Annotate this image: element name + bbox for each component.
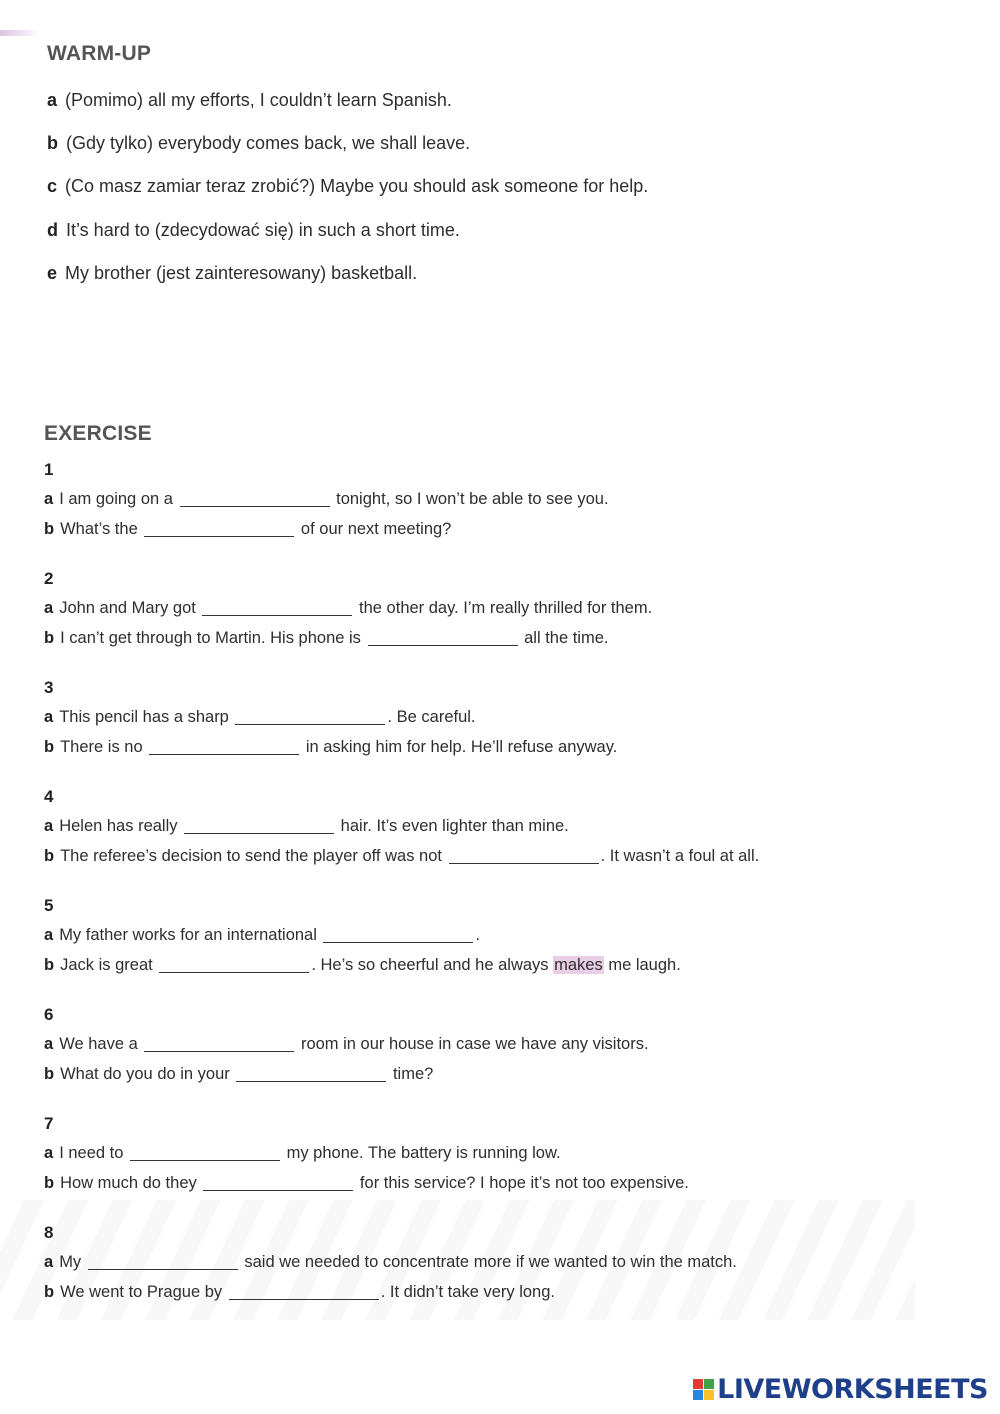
group-number: 5 — [44, 896, 54, 915]
logo-square — [704, 1379, 714, 1389]
logo-square — [693, 1390, 703, 1400]
sentence-2b — [44, 629, 608, 648]
warmup-item-c — [47, 176, 648, 197]
sentence-text-after: . It wasn’t a foul at all. — [600, 847, 760, 865]
sentence-letter: b — [44, 1174, 55, 1192]
answer-blank[interactable] — [236, 1080, 386, 1082]
item-text: (Co masz zamiar teraz zrobić?) Maybe you should ask someone for help. — [65, 176, 649, 196]
sentence-6b — [44, 1065, 433, 1084]
sentence-letter: b — [44, 629, 55, 647]
sentence-text-after: said we needed to concentrate more if we wanted to win the match. — [239, 1253, 737, 1271]
answer-blank[interactable] — [130, 1159, 280, 1161]
sentence-letter: a — [44, 599, 54, 617]
sentence-letter: b — [44, 520, 55, 538]
sentence-text-before: Helen has really — [59, 817, 178, 835]
sentence-6a — [44, 1035, 649, 1054]
warmup-item-d — [47, 220, 460, 241]
answer-blank[interactable] — [229, 1298, 379, 1300]
liveworksheets-logo[interactable] — [693, 1374, 988, 1405]
sentence-7a — [44, 1144, 561, 1163]
answer-blank[interactable] — [449, 862, 599, 864]
item-letter: b — [47, 133, 58, 153]
sentence-letter: a — [44, 1144, 54, 1162]
answer-blank[interactable] — [149, 753, 299, 755]
warmup-item-a — [47, 90, 452, 111]
item-letter: e — [47, 263, 58, 283]
answer-blank[interactable] — [202, 614, 352, 616]
sentence-text-before: John and Mary got — [59, 599, 196, 617]
item-letter: d — [47, 220, 58, 240]
sentence-text-tail: me laugh. — [603, 956, 681, 974]
sentence-7b — [44, 1174, 689, 1193]
group-number: 4 — [44, 787, 54, 806]
sentence-letter: a — [44, 926, 54, 944]
sentence-3b — [44, 738, 617, 757]
answer-blank[interactable] — [368, 644, 518, 646]
item-text: It’s hard to (zdecydować się) in such a short time. — [66, 220, 460, 240]
item-letter: c — [47, 176, 58, 196]
group-number: 8 — [44, 1223, 54, 1242]
group-number: 7 — [44, 1114, 54, 1133]
sentence-text-before: My — [59, 1253, 82, 1271]
answer-blank[interactable] — [144, 1050, 294, 1052]
sentence-letter: b — [44, 1065, 55, 1083]
sentence-text-after: tonight, so I won’t be able to see you. — [331, 490, 609, 508]
answer-blank[interactable] — [323, 941, 473, 943]
warmup-item-b — [47, 133, 470, 154]
answer-blank[interactable] — [159, 971, 309, 973]
sentence-3a — [44, 708, 476, 727]
sentence-text-after: my phone. The battery is running low. — [282, 1144, 561, 1162]
sentence-text-before: How much do they — [60, 1174, 197, 1192]
sentence-2a — [44, 599, 652, 618]
logo-square — [693, 1379, 703, 1389]
logo-mark-icon — [693, 1379, 714, 1400]
group-number: 2 — [44, 569, 54, 588]
sentence-text-after: the other day. I’m really thrilled for them. — [354, 599, 653, 617]
item-text: (Pomimo) all my efforts, I couldn’t learn Spanish. — [65, 90, 452, 110]
sentence-letter: a — [44, 490, 54, 508]
sentence-letter: a — [44, 1035, 54, 1053]
answer-blank[interactable] — [180, 505, 330, 507]
sentence-text-after: time? — [388, 1065, 434, 1083]
warmup-item-e — [47, 263, 417, 284]
sentence-text-after: hair. It’s even lighter than mine. — [336, 817, 569, 835]
sentence-letter: a — [44, 1253, 54, 1271]
sentence-1b — [44, 520, 451, 539]
sentence-text-before: The referee’s decision to send the player off was not — [60, 847, 442, 865]
answer-blank[interactable] — [144, 535, 294, 537]
item-text: My brother (jest zainteresowany) basketball. — [65, 263, 418, 283]
sentence-letter: b — [44, 956, 55, 974]
warmup-title: WARM-UP — [47, 42, 152, 65]
sentence-text-before: I need to — [59, 1144, 124, 1162]
exercise-title: EXERCISE — [44, 422, 152, 445]
item-text: (Gdy tylko) everybody comes back, we shall leave. — [66, 133, 471, 153]
answer-blank[interactable] — [203, 1189, 353, 1191]
sentence-5a — [44, 926, 480, 945]
sentence-text-before: I am going on a — [59, 490, 173, 508]
group-number: 3 — [44, 678, 54, 697]
sentence-1a — [44, 490, 609, 509]
sentence-text-after: for this service? I hope it’s not too expensive. — [355, 1174, 689, 1192]
sentence-8b — [44, 1283, 555, 1302]
answer-blank[interactable] — [88, 1268, 238, 1270]
sentence-text-after: in asking him for help. He’ll refuse anyway. — [301, 738, 618, 756]
sentence-letter: a — [44, 817, 54, 835]
sentence-text-after: all the time. — [519, 629, 609, 647]
sentence-text-before: What do you do in your — [60, 1065, 230, 1083]
sentence-4b — [44, 847, 759, 866]
sentence-text-after: . It didn’t take very long. — [380, 1283, 555, 1301]
sentence-letter: a — [44, 708, 54, 726]
sentence-text-after: . — [475, 926, 481, 944]
sentence-text-before: We have a — [59, 1035, 138, 1053]
sentence-letter: b — [44, 738, 55, 756]
sentence-text-after: . He’s so cheerful and he always — [311, 956, 554, 974]
sentence-text-before: I can’t get through to Martin. His phone is — [60, 629, 361, 647]
sentence-4a — [44, 817, 569, 836]
sentence-text-before: What’s the — [60, 520, 138, 538]
sentence-text-before: This pencil has a sharp — [59, 708, 229, 726]
logo-square — [704, 1390, 714, 1400]
sentence-text-after: room in our house in case we have any visitors. — [296, 1035, 649, 1053]
sentence-8a — [44, 1253, 737, 1272]
answer-blank[interactable] — [184, 832, 334, 834]
sentence-letter: b — [44, 1283, 55, 1301]
highlighted-word: makes — [554, 956, 603, 974]
sentence-text-before: There is no — [60, 738, 143, 756]
sentence-letter: b — [44, 847, 55, 865]
item-letter: a — [47, 90, 58, 110]
group-number: 6 — [44, 1005, 54, 1024]
sentence-text-after: . Be careful. — [387, 708, 476, 726]
sentence-5b — [44, 956, 681, 975]
sentence-text-before: My father works for an international — [59, 926, 317, 944]
group-number: 1 — [44, 460, 54, 479]
logo-text: LIVEWORKSHEETS — [717, 1374, 988, 1405]
sentence-text-after: of our next meeting? — [296, 520, 452, 538]
corner-decoration — [0, 30, 40, 36]
answer-blank[interactable] — [235, 723, 385, 725]
sentence-text-before: Jack is great — [60, 956, 153, 974]
sentence-text-before: We went to Prague by — [60, 1283, 223, 1301]
